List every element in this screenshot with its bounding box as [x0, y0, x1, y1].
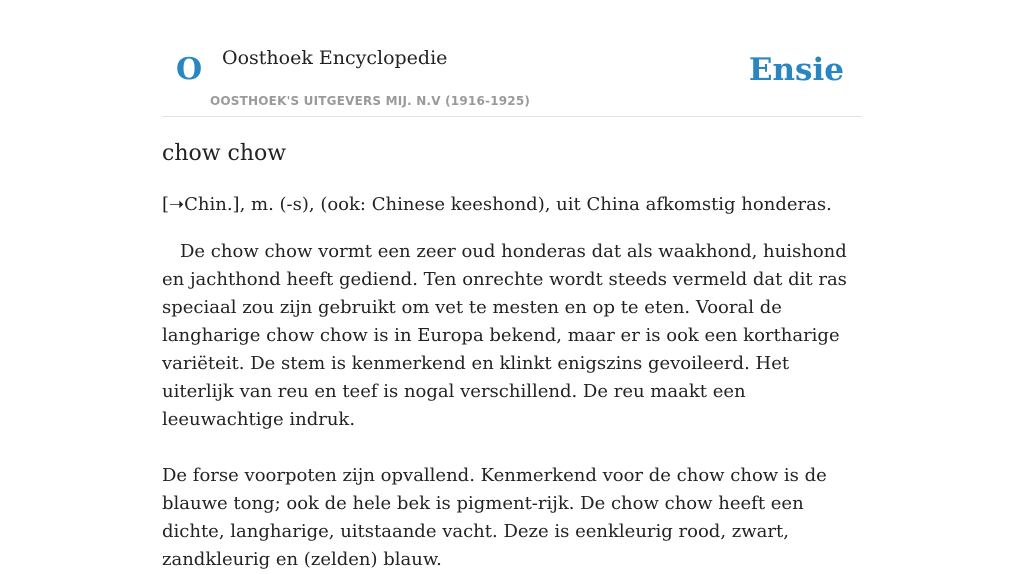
encyclopedia-title-link[interactable]: Oosthoek Encyclopedie	[222, 47, 448, 69]
publisher-label: OOSTHOEK'S UITGEVERS MIJ. N.V (1916-1925)	[210, 94, 531, 108]
ensie-brand-link[interactable]: Ensie	[748, 52, 844, 88]
article	[162, 138, 862, 574]
entry-title: chow chow	[162, 141, 287, 166]
site-header	[162, 0, 862, 117]
entry-definition: [➝Chin.], m. (-s), (ook: Chinese keeshond), uit China afkomstig honderas.	[162, 194, 832, 215]
article-paragraph: De chow chow vormt een zeer oud honderas dat als waakhond, huishond en jachthond heeft gediend. Ten onrechte wordt steeds vermeld dat dit ras speciaal zou zijn gebruikt om vet te mesten en op te eten. Vooral de langharige chow chow is in Europa bekend, maar er is ook een kortharige variëteit. De stem is kenmerkend en klinkt enigszins gevoileerd. Het uiterlijk van reu en teef is nogal verschillend. De reu maakt een leeuwachtige indruk.	[162, 241, 847, 430]
encyclopedia-logo[interactable]: O	[176, 52, 203, 87]
article-paragraph: De forse voorpoten zijn opvallend. Kenmerkend voor de chow chow is de blauwe tong; ook de hele bek is pigment-rijk. De chow chow heeft een dichte, langharige, uitstaande vacht. Deze is eenkleurig rood, zwart, zandkleurig en (zelden) blauw.	[162, 465, 827, 570]
